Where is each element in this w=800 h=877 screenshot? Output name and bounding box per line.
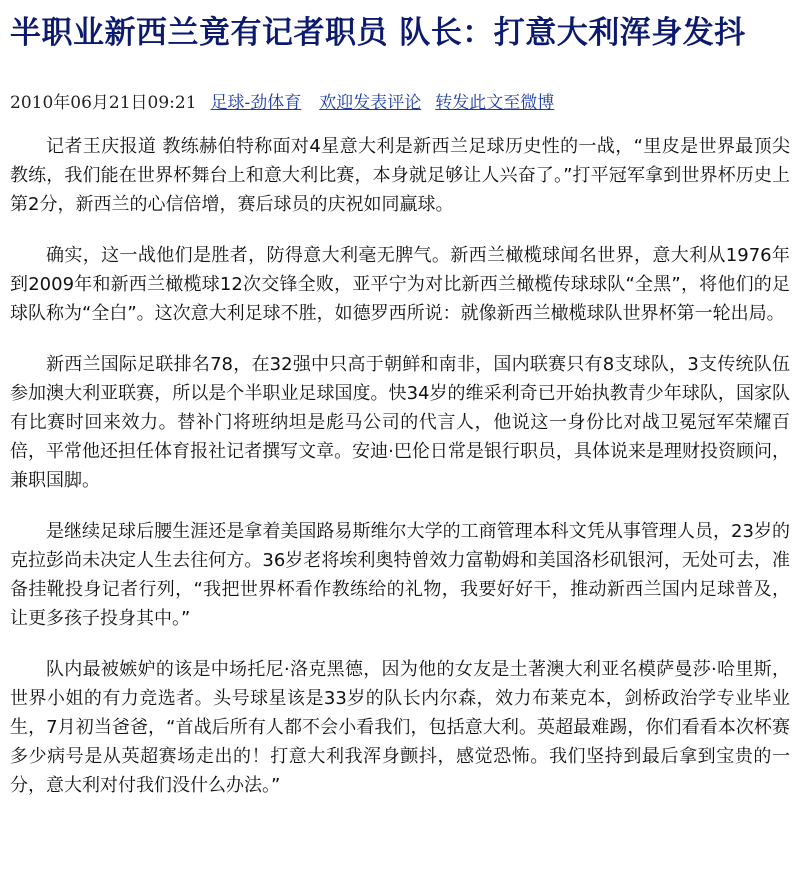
article-meta — [10, 88, 790, 118]
article-paragraph-4: 是继续足球后腰生涯还是拿着美国路易斯维尔大学的工商管理本科文凭从事管理人员，23岁的克拉彭尚未决定人生去往何方。36岁老将埃利奥特曾效力富勒姆和美国洛杉矶银河，无处可去，准备挂靴投身记者行列，“我把世界杯看作教练给的礼物，我要好好干，推动新西兰国内足球普及，让更多孩子投身其中。” — [10, 521, 790, 629]
article-paragraph-5: 队内最被嫉妒的该是中场托尼·洛克黑德，因为他的女友是土著澳大利亚名模萨曼莎·哈里斯，世界小姐的有力竞选者。头号球星该是33岁的队长内尔森，效力布莱克本，剑桥政治学专业毕业生，7月初当爸爸，“首战后所有人都不会小看我们，包括意大利。英超最难踢，你们看看本次杯赛多少病号是从英超赛场走出的！打意大利我浑身颤抖，感觉恐怖。我们坚持到最后拿到宝贵的一分，意大利对付我们没什么办法。” — [10, 659, 790, 796]
article-paragraph-1: 记者王庆报道 教练赫伯特称面对4星意大利是新西兰足球历史性的一战，“里皮是世界最顶尖教练，我们能在世界杯舞台上和意大利比赛，本身就足够让人兴奋了。”打平冠军拿到世界杯历史上第2分，新西兰的心信倍增，赛后球员的庆祝如同赢球。 — [10, 136, 790, 215]
comment-link[interactable]: 欢迎发表评论 — [319, 93, 422, 113]
article-paragraph-2: 确实，这一战他们是胜者，防得意大利毫无脾气。新西兰橄榄球闻名世界，意大利从1976年到2009年和新西兰橄榄球12次交锋全败，亚平宁为对比新西兰橄榄传球球队“全黑”，将他们的足球队称为“全白”。这次意大利足球不胜，如德罗西所说：就像新西兰橄榄球队世界杯第一轮出局。 — [10, 245, 790, 324]
source-link[interactable]: 足球-劲体育 — [210, 93, 302, 113]
article-paragraph-3: 新西兰国际足联排名78，在32强中只高于朝鲜和南非，国内联赛只有8支球队，3支传统队伍参加澳大利亚联赛，所以是个半职业足球国度。快34岁的维采利奇已开始执教青少年球队，国家队有比赛时回来效力。替补门将班纳坦是彪马公司的代言人，他说这一身份比对战卫冕冠军荣耀百倍，平常他还担任体育报社记者撰写文章。安迪·巴伦日常是银行职员，具体说来是理财投资顾问，兼职国脚。 — [10, 354, 790, 491]
share-weibo-link[interactable]: 转发此文至微博 — [435, 93, 555, 113]
publish-datetime: 2010年06月21日09:21 — [10, 93, 197, 113]
article-title: 半职业新西兰竟有记者职员 队长：打意大利浑身发抖 — [10, 15, 746, 51]
article-body — [10, 132, 790, 800]
